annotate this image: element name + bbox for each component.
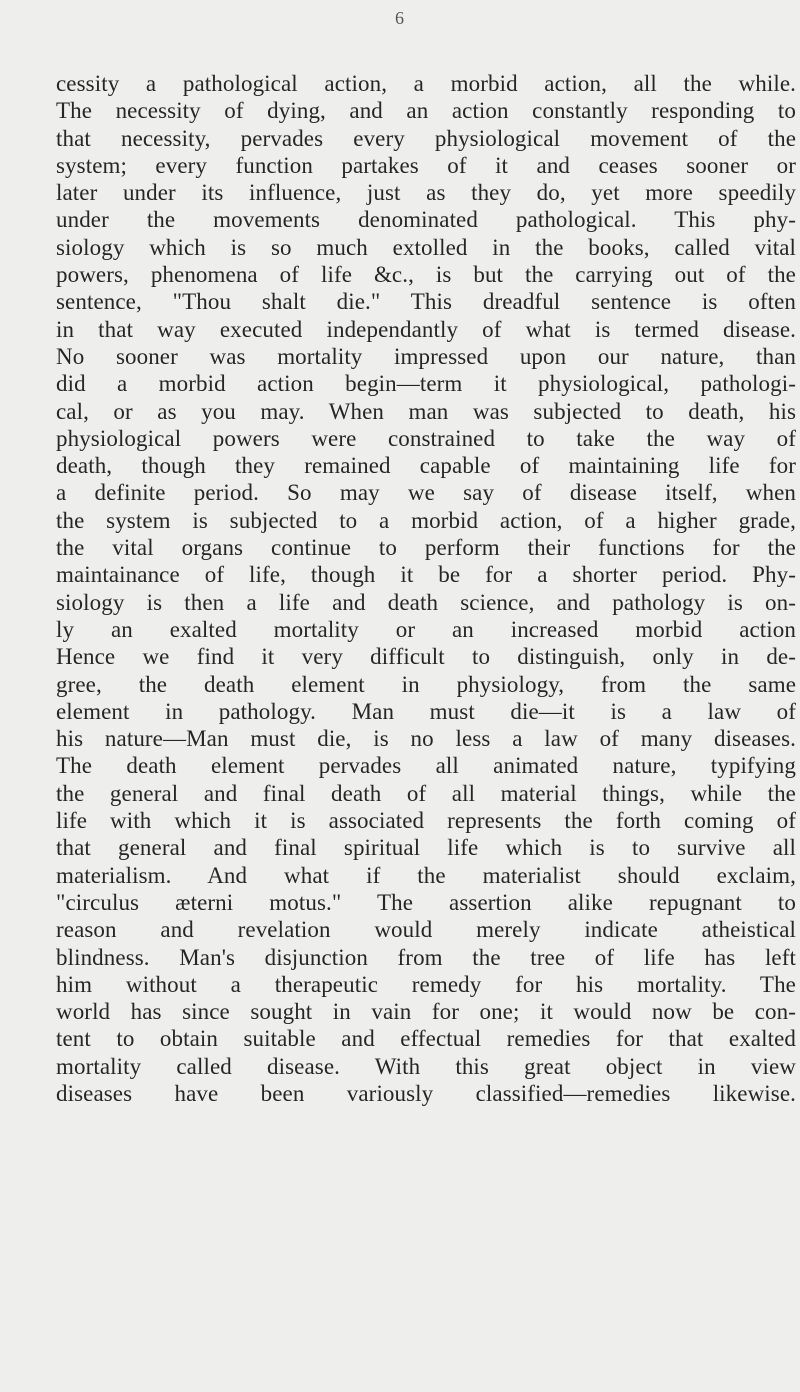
text-line: gree, the death element in physiology, from the same [56, 671, 796, 697]
text-line: cal, or as you may. When man was subjected to death, his [56, 398, 796, 424]
text-line: life with which it is associated represents the forth coming of [56, 808, 796, 834]
text-line: under the movements denominated pathological. This phy- [56, 207, 796, 233]
text-line: the system is subjected to a morbid action, of a higher grade, [56, 507, 796, 533]
text-line: did a morbid action begin—term it physiological, pathologi- [56, 371, 796, 397]
page-number: 6 [395, 8, 404, 28]
text-line: blindness. Man's disjunction from the tree of life has left [56, 944, 796, 970]
text-line: ly an exalted mortality or an increased morbid action [56, 616, 796, 642]
text-line: maintainance of life, though it be for a shorter period. Phy- [56, 562, 796, 588]
text-line: in that way executed independantly of what is termed disease. [56, 316, 796, 342]
text-line: the general and final death of all material things, while the [56, 780, 796, 806]
text-line: sentence, "Thou shalt die." This dreadful sentence is often [56, 289, 796, 315]
text-line: siology is then a life and death science, and pathology is on- [56, 589, 796, 615]
body-text [56, 70, 796, 1107]
text-line: mortality called disease. With this great object in view [56, 1053, 796, 1079]
text-line: that general and final spiritual life which is to survive all [56, 835, 796, 861]
text-line: tent to obtain suitable and effectual remedies for that exalted [56, 1026, 796, 1052]
text-line: physiological powers were constrained to take the way of [56, 425, 796, 451]
text-line: him without a therapeutic remedy for his mortality. The [56, 971, 796, 997]
text-line: death, though they remained capable of maintaining life for [56, 453, 796, 479]
text-line: reason and revelation would merely indicate atheistical [56, 917, 796, 943]
text-line: The death element pervades all animated nature, typifying [56, 753, 796, 779]
text-line: his nature—Man must die, is no less a law of many diseases. [56, 726, 796, 752]
text-line: later under its influence, just as they do, yet more speedily [56, 180, 796, 206]
text-line: that necessity, pervades every physiological movement of the [56, 125, 796, 151]
text-line: system; every function partakes of it and ceases sooner or [56, 152, 796, 178]
text-line: siology which is so much extolled in the books, called vital [56, 234, 796, 260]
text-line: materialism. And what if the materialist should exclaim, [56, 862, 796, 888]
text-line: a definite period. So may we say of disease itself, when [56, 480, 796, 506]
text-line: cessity a pathological action, a morbid action, all the while. [56, 71, 796, 96]
text-line: powers, phenomena of life &c., is but the carrying out of the [56, 262, 796, 288]
text-line: Hence we find it very difficult to distinguish, only in de- [56, 644, 796, 670]
text-line: No sooner was mortality impressed upon our nature, than [56, 343, 796, 369]
text-line: the vital organs continue to perform their functions for the [56, 535, 796, 561]
text-line: world has since sought in vain for one; it would now be con- [56, 999, 796, 1025]
text-line: element in pathology. Man must die—it is a law of [56, 698, 796, 724]
text-line: diseases have been variously classified—remedies likewise. [56, 1080, 796, 1106]
text-line: "circulus æterni motus." The assertion alike repugnant to [56, 889, 796, 915]
text-line: The necessity of dying, and an action constantly responding to [56, 98, 796, 124]
